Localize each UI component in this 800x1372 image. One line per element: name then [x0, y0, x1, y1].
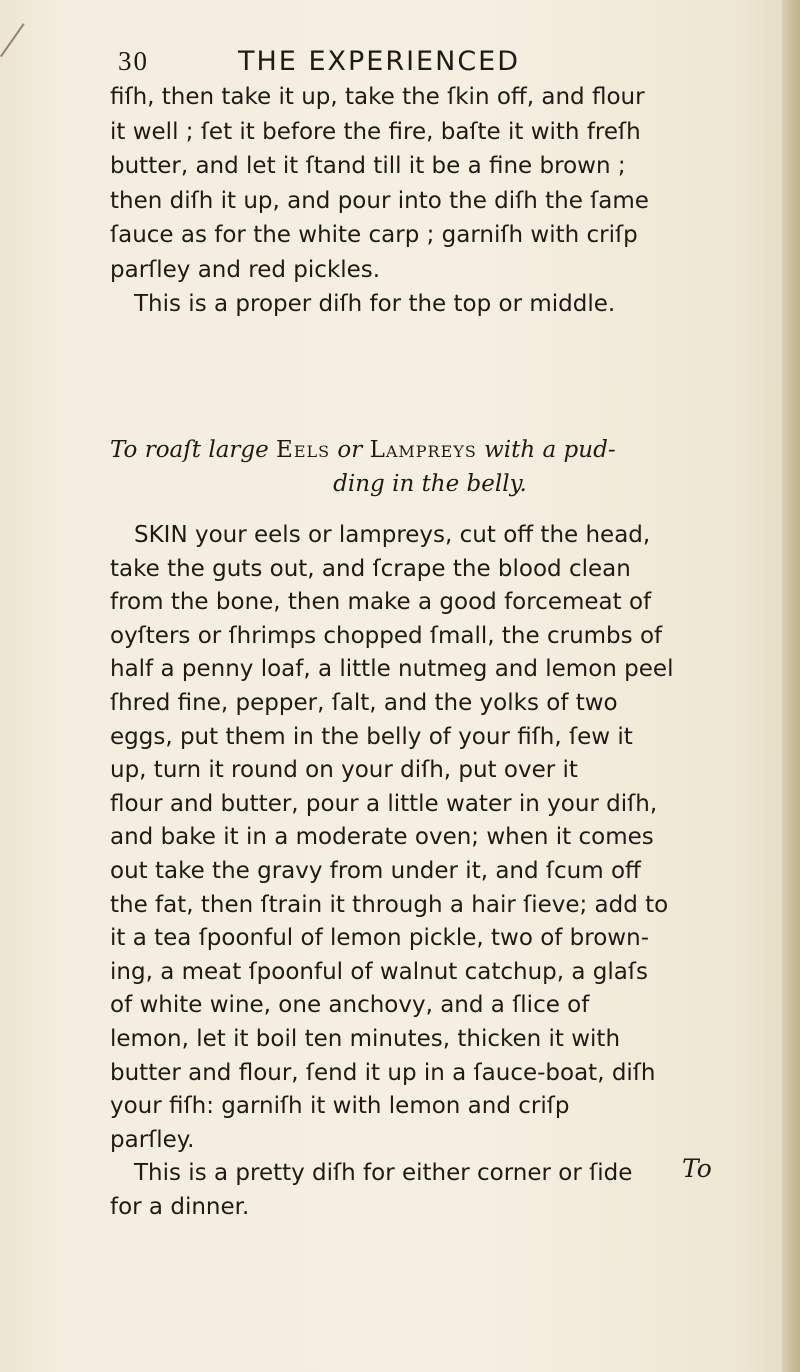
- text-line: of white wine, one anchovy, and a ſlice of: [110, 992, 590, 1019]
- text-line: up, turn it round on your diſh, put over it: [110, 757, 578, 784]
- text-line: it well ; ſet it before the fire, baſte it with freſh: [110, 118, 641, 145]
- recipe-title-line-2: ding in the belly.: [333, 471, 527, 497]
- text-line: butter, and let it ſtand till it be a fine brown ;: [110, 153, 626, 179]
- text-line: ing, a meat ſpoonful of walnut catchup, a glaſs: [110, 958, 648, 985]
- text-line: lemon, let it boil ten minutes, thicken it with: [110, 1025, 621, 1052]
- text-line: fiſh, then take it up, take the ſkin off, and flour: [110, 84, 645, 110]
- text-line: it a tea ſpoonful of lemon pickle, two of brown-: [110, 925, 649, 952]
- text-line: ſhred fine, pepper, ſalt, and the yolks of two: [110, 689, 618, 716]
- title-or: or: [337, 437, 363, 463]
- recipe-body: [110, 519, 750, 1224]
- running-head: THE EXPERIENCED: [238, 46, 521, 77]
- text-line: half a penny loaf, a little nutmeg and lemon peel: [110, 656, 674, 683]
- text-line: for a dinner.: [110, 1193, 250, 1220]
- catchword: To: [682, 1154, 712, 1183]
- text-line: oyſters or ſhrimps chopped ſmall, the crumbs of: [110, 622, 663, 649]
- text-line: take the guts out, and ſcrape the blood clean: [110, 555, 631, 582]
- text-line: butter and flour, ſend it up in a ſauce-boat, diſh: [110, 1059, 656, 1086]
- continued-recipe-text: [110, 80, 750, 322]
- text-line: parſley and red pickles.: [110, 256, 381, 283]
- text-line: out take the gravy from under it, and ſcum off: [110, 857, 641, 884]
- title-prefix: To roaſt large: [110, 437, 269, 463]
- recipe-title: [110, 433, 750, 501]
- text-line: and bake it in a moderate oven; when it comes: [110, 824, 654, 851]
- text-line: then diſh it up, and pour into the diſh the ſame: [110, 187, 649, 214]
- text-line: eggs, put them in the belly of your fiſh, ſew it: [110, 723, 633, 750]
- text-line: SKIN your eels or lampreys, cut off the head,: [134, 522, 651, 548]
- text-line: your fiſh: garniſh it with lemon and criſp: [110, 1093, 570, 1120]
- title-eels: Eels: [276, 437, 331, 463]
- text-line: parſley.: [110, 1126, 195, 1153]
- title-suffix: with a pud-: [484, 437, 616, 463]
- corner-fold-mark: [0, 23, 25, 57]
- text-line: This is a proper diſh for the top or middle.: [134, 291, 616, 317]
- title-lampreys: Lampreys: [369, 437, 477, 463]
- page-edge-shadow: [782, 0, 800, 1372]
- text-line: This is a pretty diſh for either corner or ſide: [134, 1160, 633, 1187]
- text-line: ſauce as for the white carp ; garniſh with criſp: [110, 222, 638, 248]
- text-line: the fat, then ſtrain it through a hair ſieve; add to: [110, 891, 669, 918]
- text-line: flour and butter, pour a little water in your diſh,: [110, 790, 658, 817]
- recipe-title-line-1: [110, 433, 750, 467]
- text-line: from the bone, then make a good forcemeat of: [110, 589, 652, 616]
- page-number: 30: [118, 46, 149, 76]
